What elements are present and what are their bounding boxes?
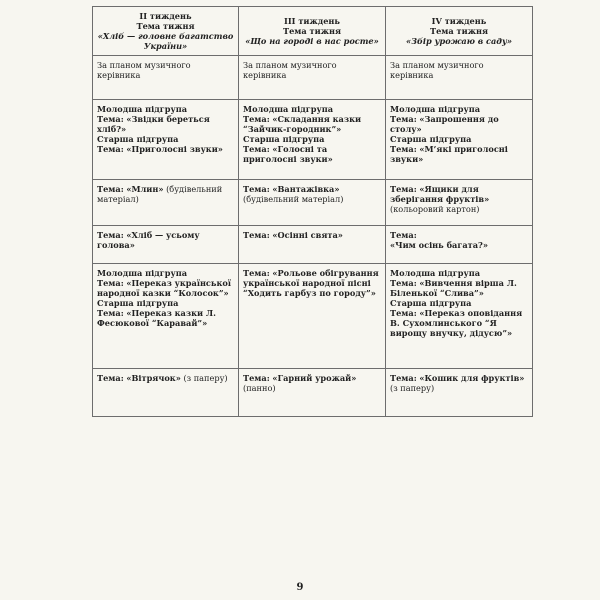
- topic-title: «Гарний урожай»: [272, 373, 357, 383]
- topic-text: «Запрошення до столу»: [390, 114, 499, 134]
- speech-groups-row: [93, 100, 533, 180]
- theme-label: Тема тижня: [282, 26, 342, 36]
- topic-label: Тема:: [390, 230, 417, 240]
- topic-title: «Кошик для фруктів»: [419, 373, 525, 383]
- group-label: Молодша підгрупа: [243, 104, 334, 114]
- topic-text: «Переказ оповідання В. Сухомлинського “Я вирощу внучку, дідусю”»: [390, 308, 523, 338]
- topic-cell: [239, 226, 386, 264]
- speech-groups-cell: [239, 100, 386, 180]
- topic-label: Тема:: [97, 144, 124, 154]
- topic-label: Тема:: [390, 114, 417, 124]
- topic-row: [93, 226, 533, 264]
- group-label: Молодша підгрупа: [390, 268, 481, 278]
- weekly-plan-table: [92, 6, 533, 417]
- topic-text: «Переказ казки Л. Фесюкової “Каравай”»: [97, 308, 217, 328]
- topic-title: «Ящики для зберігання фруктів»: [390, 184, 490, 204]
- topic-text: «Хліб — усьому голова»: [97, 230, 200, 250]
- building-cell: [239, 180, 386, 226]
- theme-label: Тема тижня: [136, 21, 195, 31]
- speech-groups-cell: [93, 100, 239, 180]
- building-cell: [386, 180, 533, 226]
- reading-row: [93, 264, 533, 369]
- topic-text: «Звідки береться хліб?»: [97, 114, 210, 134]
- topic-label: Тема:: [97, 373, 124, 383]
- music-cell: За планом музичного керівника: [386, 56, 533, 100]
- theme-title: «Хліб — головне багатство України»: [97, 31, 234, 51]
- craft-cell: [93, 369, 239, 417]
- music-cell: За планом музичного керівника: [239, 56, 386, 100]
- topic-label: Тема:: [390, 144, 417, 154]
- topic-text: «Голосні та приголосні звуки»: [243, 144, 333, 164]
- topic-note: (кольоровий картон): [390, 204, 480, 214]
- reading-cell: [93, 264, 239, 369]
- header-row: [93, 7, 533, 56]
- music-row: [93, 56, 533, 100]
- group-label: Старша підгрупа: [97, 298, 179, 308]
- craft-cell: [386, 369, 533, 417]
- topic-text: «М’які приголосні звуки»: [390, 144, 508, 164]
- topic-label: Тема:: [97, 114, 124, 124]
- topic-note: (панно): [243, 383, 276, 393]
- topic-note: (з паперу): [390, 383, 435, 393]
- topic-cell: [386, 226, 533, 264]
- topic-text: «Осінні свята»: [272, 230, 343, 240]
- topic-label: Тема:: [97, 308, 124, 318]
- topic-label: Тема:: [97, 184, 124, 194]
- theme-title: «Збір урожаю в саду»: [406, 36, 512, 46]
- topic-label: Тема:: [97, 230, 124, 240]
- topic-label: Тема:: [390, 308, 417, 318]
- speech-groups-cell: [386, 100, 533, 180]
- week-2-header: [93, 7, 239, 56]
- topic-label: Тема:: [243, 114, 270, 124]
- group-label: Старша підгрупа: [243, 134, 325, 144]
- topic-label: Тема:: [243, 373, 270, 383]
- topic-text: «Приголосні звуки»: [126, 144, 223, 154]
- topic-label: Тема:: [243, 268, 270, 278]
- topic-label: Тема:: [243, 184, 270, 194]
- topic-label: Тема:: [243, 144, 270, 154]
- music-cell: За планом музичного керівника: [93, 56, 239, 100]
- group-label: Старша підгрупа: [97, 134, 179, 144]
- topic-label: Тема:: [97, 278, 124, 288]
- group-label: Молодша підгрупа: [97, 268, 188, 278]
- week-label: III тиждень: [284, 16, 340, 26]
- topic-text: «Складання казки “Зайчик-городник”»: [243, 114, 362, 134]
- topic-label: Тема:: [390, 278, 417, 288]
- reading-cell: [386, 264, 533, 369]
- building-cell: [93, 180, 239, 226]
- topic-label: Тема:: [390, 373, 417, 383]
- topic-cell: [93, 226, 239, 264]
- topic-title: «Млин»: [126, 184, 164, 194]
- topic-text: «Рольове обігрування української народної пісні “Ходить гарбуз по городу”»: [243, 268, 379, 298]
- topic-note: (будівельний матеріал): [243, 194, 344, 204]
- topic-label: Тема:: [390, 184, 417, 194]
- topic-label: Тема:: [243, 230, 270, 240]
- topic-note: (будівельний матеріал): [97, 184, 223, 204]
- topic-title: «Вітрячок»: [126, 373, 181, 383]
- topic-text: «Чим осінь багата?»: [390, 240, 488, 250]
- week-3-header: [239, 7, 386, 56]
- craft-row: [93, 369, 533, 417]
- group-label: Молодша підгрупа: [97, 104, 188, 114]
- page-number: 9: [296, 582, 304, 593]
- week-label: II тиждень: [139, 11, 192, 21]
- theme-title: «Що на городі в нас росте»: [245, 36, 379, 46]
- topic-title: «Вантажівка»: [272, 184, 340, 194]
- craft-cell: [239, 369, 386, 417]
- building-row: [93, 180, 533, 226]
- topic-text: «Переказ української народної казки “Колосок”»: [97, 278, 231, 298]
- theme-label: Тема тижня: [429, 26, 489, 36]
- group-label: Старша підгрупа: [390, 298, 472, 308]
- week-4-header: [386, 7, 533, 56]
- group-label: Молодша підгрупа: [390, 104, 481, 114]
- topic-text: «Вивчення вірша Л. Біленької “Слива”»: [390, 278, 517, 298]
- reading-cell: [239, 264, 386, 369]
- topic-note: (з паперу): [183, 373, 228, 383]
- week-label: IV тиждень: [431, 16, 487, 26]
- group-label: Старша підгрупа: [390, 134, 472, 144]
